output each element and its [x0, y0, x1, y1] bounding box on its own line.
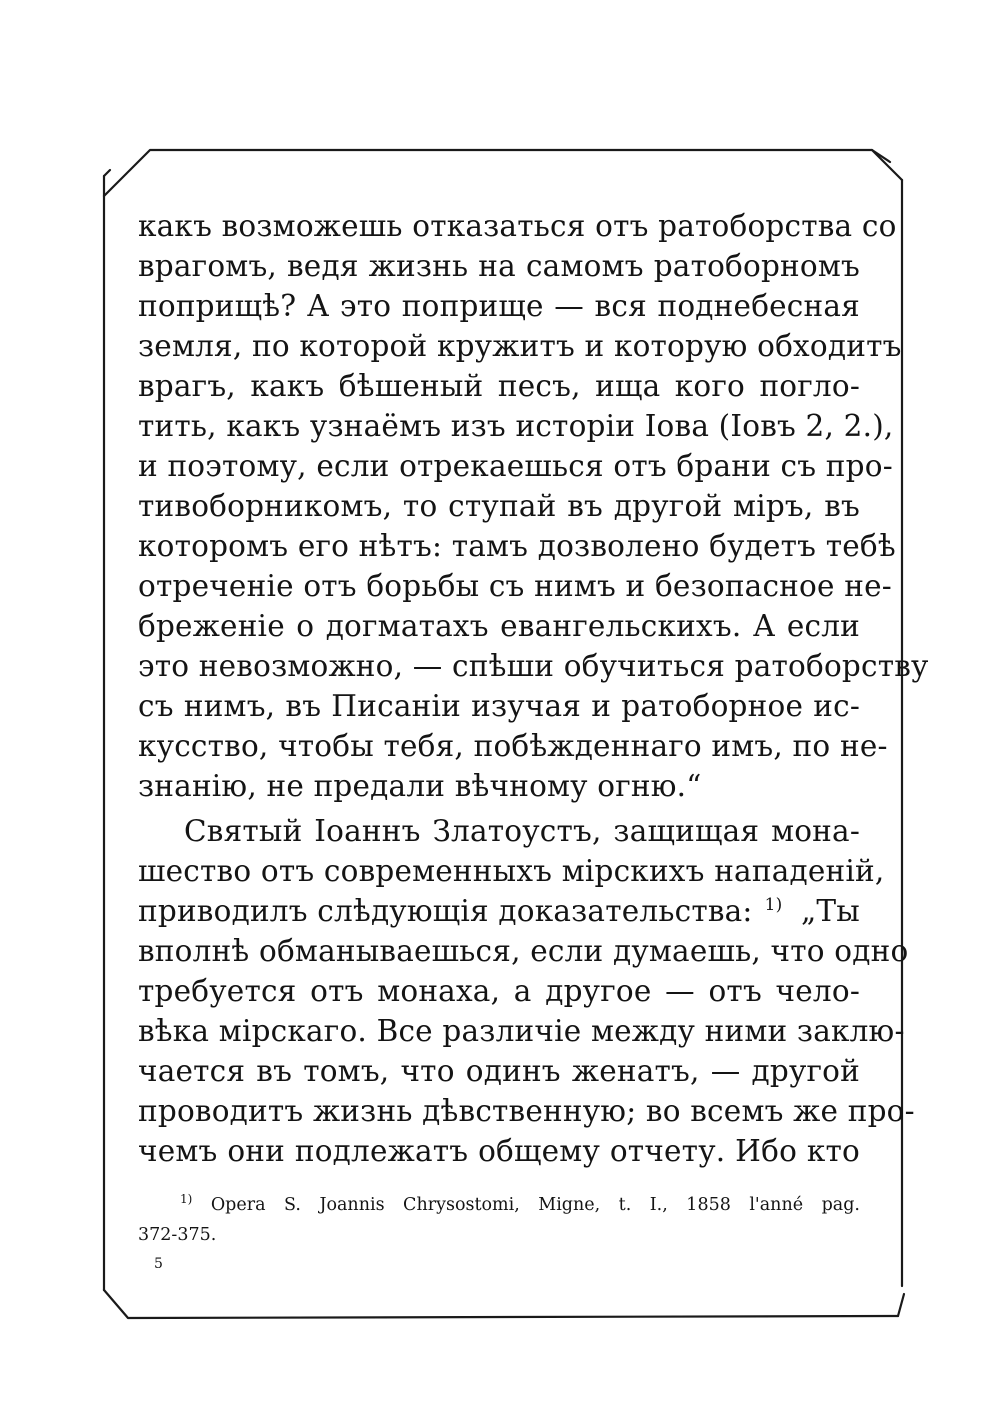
text-line: требуется отъ монаха, а другое — отъ чело- [138, 974, 860, 1008]
footnote-marker: 1) [180, 1192, 193, 1206]
text-line: шество отъ современныхъ мірскихъ нападеній, [138, 854, 885, 888]
text-line: тить, какъ узнаёмъ изъ исторіи Іова (Іовъ 2, 2.), [138, 409, 894, 443]
text-line: проводитъ жизнь дѣвственную; во всемъ же про- [138, 1094, 915, 1128]
text-line: и поэтому, если отрекаешься отъ брани съ про- [138, 449, 893, 483]
footnote-text: Opera S. Joannis Chrysostomi, Migne, t. I., 1858 l'anné pag. [210, 1195, 860, 1215]
text-line: поприщѣ? А это поприще — вся поднебесная [138, 289, 860, 323]
text-line: кусство, чтобы тебя, побѣжденнаго имъ, по не- [138, 729, 888, 763]
text-line: вѣка мірскаго. Все различіе между ними заклю- [138, 1014, 905, 1048]
text-line: врагомъ, ведя жизнь на самомъ ратоборномъ [138, 249, 860, 283]
text-line-with-footnote [138, 891, 860, 931]
paragraph-start-line: Святый Іоаннъ Златоустъ, защищая мона- [184, 814, 860, 848]
text-fragment: „Ты [800, 894, 860, 928]
text-line: бреженіе о догматахъ евангельскихъ. А если [138, 609, 860, 643]
text-line: знанію, не предали вѣчному огню.“ [138, 769, 702, 803]
text-line: земля, по которой кружитъ и которую обходитъ [138, 329, 902, 363]
text-line: которомъ его нѣтъ: тамъ дозволено будетъ тебѣ [138, 529, 896, 563]
text-line: тивоборникомъ, то ступай въ другой міръ, въ [138, 489, 860, 523]
text-line: врагъ, какъ бѣшеный песъ, ища кого погло- [138, 369, 860, 403]
footnote-line [180, 1190, 860, 1220]
text-line: съ нимъ, въ Писаніи изучая и ратоборное ис- [138, 689, 860, 723]
footnote-line: 372-375. [138, 1225, 217, 1245]
text-line: это невозможно, — спѣши обучиться ратоборству [138, 649, 929, 683]
text-fragment: приводилъ слѣдующія доказательства: [138, 894, 753, 928]
text-line: вполнѣ обманываешься, если думаешь, что одно [138, 934, 909, 968]
text-line: какъ возможешь отказаться отъ ратоборства со [138, 209, 897, 243]
text-line: отреченіе отъ борьбы съ нимъ и безопасное не- [138, 569, 892, 603]
text-line: чемъ они подлежатъ общему отчету. Ибо кто [138, 1134, 860, 1168]
text-line: чается въ томъ, что одинъ женатъ, — другой [138, 1054, 860, 1088]
footnote-reference: 1) [764, 895, 783, 915]
signature-mark: 5 [154, 1256, 163, 1272]
